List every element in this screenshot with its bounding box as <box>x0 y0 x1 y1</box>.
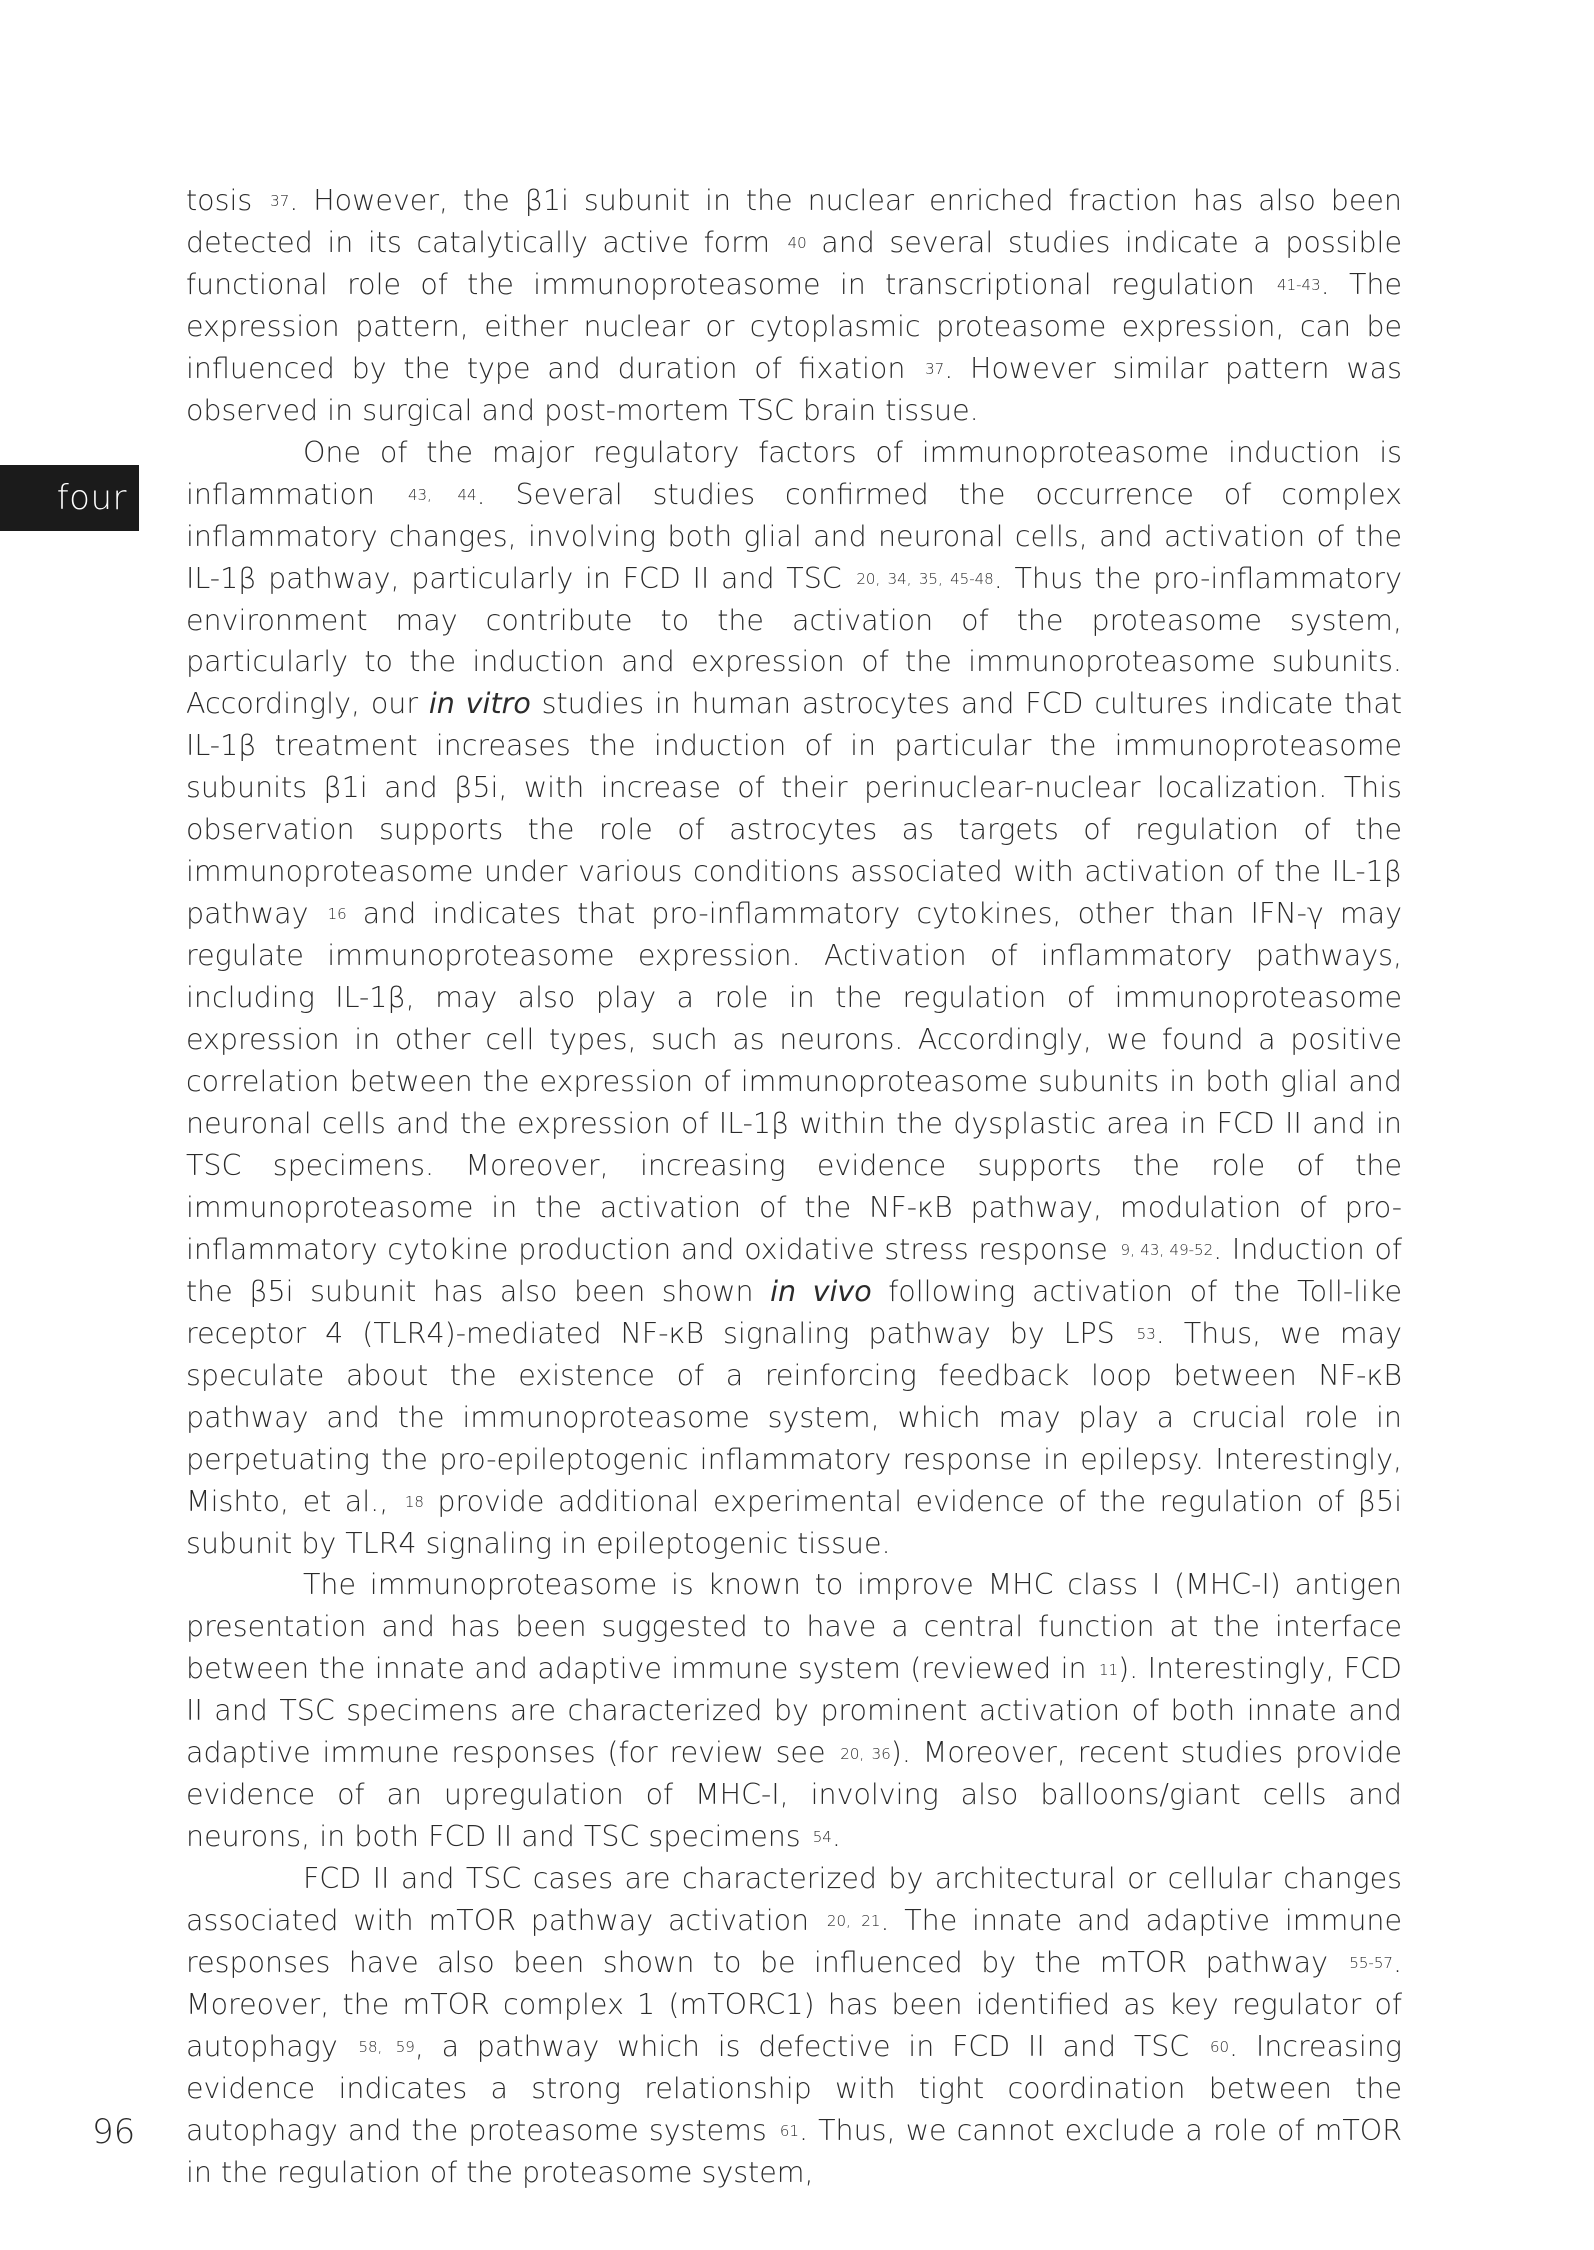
text-run: ). Interestingly, FCD II and TSC specimens are characterized by prominent activation of both innate and adaptive immune responses (for review see <box>186 1652 1402 1770</box>
citation-ref: 18 <box>404 1492 424 1511</box>
chapter-tab: four <box>0 465 139 531</box>
text-run: ). Moreover, recent studies provide evidence of an upregulation of MHC-I, involving also balloons/giant cells and neurons, in both FCD II and TSC specimens <box>186 1736 1402 1854</box>
text-run: . The expression pattern, either nuclear or cytoplasmic proteasome expression, can be influenced by the type and duration of fixation <box>186 267 1402 385</box>
text-run: following activation of the Toll-like receptor 4 (TLR4)-mediated NF-κB signaling pathway by LPS <box>186 1274 1402 1350</box>
citation-ref: 9, 43, 49-52 <box>1120 1241 1214 1260</box>
text-run: FCD II and TSC cases are characterized by architectural or cellular changes associated with mTOR pathway activation <box>186 1862 1402 1938</box>
citation-ref: 16 <box>327 905 347 924</box>
citation-ref: 43, 44 <box>407 485 477 504</box>
text-run: . Thus, we cannot exclude a role of mTOR in the regulation of the proteasome system, <box>186 2113 1403 2189</box>
body-text <box>186 180 1402 2194</box>
text-run: studies in human astrocytes and FCD cultures indicate that IL-1β treatment increases the induction of in particular the immunoproteasome subunits β1i and β5i, with increase of their perinuclear-nuclear localization. This observation supports the role of astrocytes as targets of regulation of the immunoproteasome under various conditions associated with activation of the IL-1β pathway <box>186 687 1403 931</box>
citation-ref: 11 <box>1098 1660 1119 1679</box>
text-run: . Several studies confirmed the occurrence of complex inflammatory changes, involving both glial and neuronal cells, and activation of the IL-1β pathway, particularly in FCD II and TSC <box>186 477 1402 595</box>
citation-ref: 55-57 <box>1349 1954 1393 1973</box>
paragraph-4 <box>186 1858 1402 2194</box>
citation-ref: 20, 36 <box>840 1744 891 1763</box>
text-run: . However, the β1i subunit in the nuclear enriched fraction has also been detected in its catalytically active form <box>186 184 1402 259</box>
citation-ref: 20, 34, 35, 45-48 <box>856 569 994 588</box>
text-run: and several studies indicate a possible functional role of the immunoproteasome in transcriptional regulation <box>186 225 1402 301</box>
text-run: One of the major regulatory factors of immunoproteasome induction is inflammation <box>186 435 1402 511</box>
text-run: . However similar pattern was observed in surgical and post-mortem TSC brain tissue. <box>186 351 1402 427</box>
citation-ref: 61 <box>779 2122 799 2141</box>
text-run: . Thus the pro-inflammatory environment may contribute to the activation of the proteasome system, particularly to the induction and expression of the immunoproteasome subunits. Accordingly, our <box>186 561 1402 721</box>
citation-ref: 37 <box>270 192 290 211</box>
text-run: provide additional experimental evidence of the regulation of β5i subunit by TLR4 signaling in epileptogenic tissue. <box>186 1484 1402 1560</box>
citation-ref: 37 <box>925 360 945 379</box>
text-run: , a pathway which is defective in FCD II and TSC <box>414 2029 1207 2063</box>
text-run: . The innate and adaptive immune responses have also been shown to be influenced by the mTOR pathway <box>186 1904 1402 1980</box>
text-run: . Moreover, the mTOR complex 1 (mTORC1) has been identified as key regulator of autophagy <box>186 1946 1402 2063</box>
italic-term: in vitro <box>428 687 531 721</box>
citation-ref: 41-43 <box>1277 276 1321 295</box>
text-run: and indicates that pro-inflammatory cytokines, other than IFN-γ may regulate immunoproteasome expression. Activation of inflammatory pathways, including IL-1β, may also play a role in the regulation of immunoproteasome expression in other cell types, such as neurons. Accordingly, we found a positive correlation between the expression of immunoproteasome subunits in both glial and neuronal cells and the expression of IL-1β within the dysplastic area in FCD II and in TSC specimens. Moreover, increasing evidence supports the role of the immunoproteasome in the activation of the NF-κB pathway, modulation of pro-inflammatory cytokine production and oxidative stress response <box>186 897 1402 1266</box>
text-run: The immunoproteasome is known to improve MHC class I (MHC-I) antigen presentation and has been suggested to have a central function at the interface between the innate and adaptive immune system (reviewed in <box>186 1568 1402 1686</box>
citation-ref: 60 <box>1209 2038 1230 2057</box>
text-run: . Thus, we may speculate about the existence of a reinforcing feedback loop between NF-κB pathway and the immunoproteasome system, which may play a crucial role in perpetuating the pro-epileptogenic inflammatory response in epilepsy. Interestingly, Mishto, et al., <box>186 1316 1402 1518</box>
text-run: . Induction of the β5i subunit has also been shown <box>186 1232 1402 1308</box>
italic-term: in vivo <box>770 1274 872 1308</box>
text-run: . <box>831 1820 841 1854</box>
citation-ref: 58, 59 <box>358 2038 415 2057</box>
citation-ref: 54 <box>812 1828 832 1847</box>
citation-ref: 20, 21 <box>826 1912 881 1931</box>
paragraph-1 <box>186 180 1402 432</box>
page-number: 96 <box>92 2112 136 2152</box>
citation-ref: 40 <box>787 234 807 253</box>
citation-ref: 53 <box>1136 1324 1156 1343</box>
paragraph-2 <box>186 432 1402 1565</box>
text-run: tosis <box>186 184 268 217</box>
text-run: . Increasing evidence indicates a strong relationship with tight coordination between the autophagy and the proteasome systems <box>186 2029 1402 2147</box>
paragraph-3 <box>186 1564 1402 1858</box>
